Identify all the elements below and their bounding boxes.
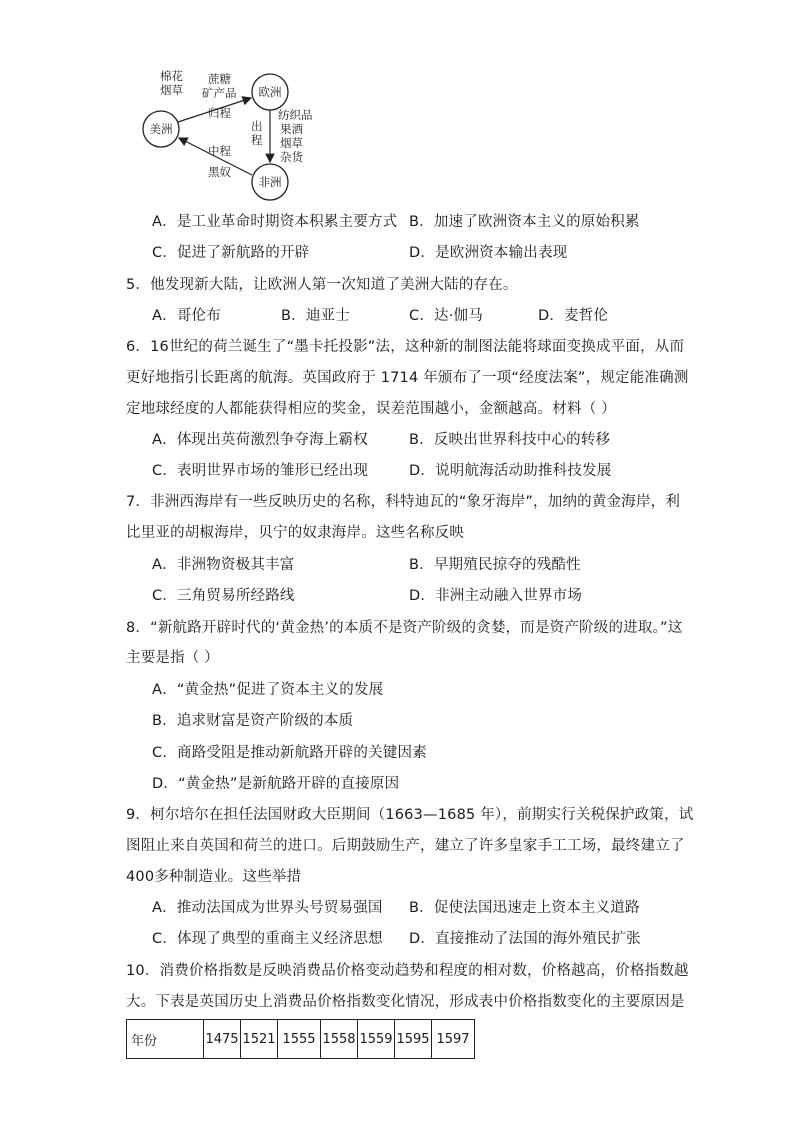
- q7-option-b[interactable]: B．早期殖民掠夺的残酷性: [409, 557, 581, 573]
- table-year-cell: 1597: [432, 1020, 475, 1059]
- q6-option-c[interactable]: C．表明世界市场的雏形已经出现: [152, 463, 369, 479]
- q9-option-d[interactable]: D．直接推动了法国的海外殖民扩张: [409, 931, 641, 947]
- q10-stem-line-1: 10．消费价格指数是反映消费品价格变动趋势和程度的相对数，价格越高，价格指数越: [126, 963, 689, 979]
- q6-option-a[interactable]: A．体现出英荷激烈争夺海上霸权: [152, 432, 368, 448]
- table-row: [127, 1020, 475, 1059]
- return-goods-1: 蔗糖: [208, 72, 231, 86]
- q9-option-c[interactable]: C．体现了典型的重商主义经济思想: [152, 931, 383, 947]
- table-year-cell: 1475: [204, 1020, 241, 1059]
- outward-goods-1: 纺织品: [278, 108, 313, 122]
- table-header-cell: 年份: [127, 1020, 204, 1059]
- q7-option-c[interactable]: C．三角贸易所经路线: [152, 588, 295, 604]
- q9-option-b[interactable]: B．促使法国迅速走上资本主义道路: [409, 900, 640, 916]
- q8-option-d[interactable]: D．“黄金热”是新航路开辟的直接原因: [152, 776, 400, 792]
- q5-option-b[interactable]: B．迪亚士: [281, 308, 350, 324]
- q4-option-a[interactable]: A．是工业革命时期资本积累主要方式: [152, 214, 398, 230]
- q5-option-c[interactable]: C．达·伽马: [409, 308, 483, 324]
- node-africa-label: 非洲: [258, 175, 282, 189]
- q7-stem-line-2: 比里亚的胡椒海岸，贝宁的奴隶海岸。这些名称反映: [126, 525, 465, 541]
- q8-option-b[interactable]: B．追求财富是资产阶级的本质: [152, 713, 354, 729]
- q10-stem-line-2: 大。下表是英国历史上消费品价格指数变化情况，形成表中价格指数变化的主要原因是: [126, 994, 685, 1010]
- table-year-cell: 1521: [241, 1020, 278, 1059]
- q8-stem-line-1: 8．“新航路开辟时代的‘黄金热’的本质不是资产阶级的贪婪，而是资产阶级的进取。”这: [126, 620, 683, 636]
- outward-goods-4: 杂货: [280, 150, 303, 164]
- america-goods-1: 棉花: [160, 69, 183, 83]
- return-route-label: 归程: [208, 106, 231, 120]
- america-goods-2: 烟草: [160, 83, 183, 97]
- q9-option-a[interactable]: A．推动法国成为世界头号贸易强国: [152, 900, 383, 916]
- outward-goods-3: 烟草: [280, 136, 303, 150]
- middle-route-label: 中程: [208, 144, 231, 158]
- q9-stem-line-2: 图阻止来自英国和荷兰的进口。后期鼓励生产，建立了许多皇家手工工场，最终建立了: [126, 838, 685, 854]
- q6-stem-line-3: 定地球经度的人都能获得相应的奖金，误差范围越小，金额越高。材料（ ）: [126, 401, 616, 417]
- q8-option-a[interactable]: A．“黄金热”促进了资本主义的发展: [152, 682, 384, 698]
- q9-stem-line-3: 400多种制造业。这些举措: [126, 869, 302, 885]
- node-america-label: 美洲: [149, 122, 173, 136]
- node-europe-label: 欧洲: [258, 85, 282, 99]
- outward-route-label-2: 程: [251, 133, 263, 147]
- return-goods-2: 矿产品: [202, 86, 237, 100]
- q8-stem-line-2: 主要是指（ ）: [126, 650, 220, 666]
- q6-option-b[interactable]: B．反映出世界科技中心的转移: [409, 432, 611, 448]
- q4-option-c[interactable]: C．促进了新航路的开辟: [152, 245, 310, 261]
- q6-stem-line-1: 6．16世纪的荷兰诞生了“墨卡托投影”法，这种新的制图法能将球面变换成平面，从而: [126, 339, 685, 355]
- triangle-trade-diagram: [128, 60, 328, 210]
- outward-goods-2: 果酒: [280, 122, 303, 136]
- q4-option-d[interactable]: D．是欧洲资本输出表现: [409, 245, 568, 261]
- q6-stem-line-2: 更好地指引长距离的航海。英国政府于 1714 年颁布了一项“经度法案”，规定能准确测: [126, 370, 689, 386]
- q7-option-d[interactable]: D．非洲主动融入世界市场: [409, 588, 583, 604]
- table-year-cell: 1558: [321, 1020, 358, 1059]
- q8-option-c[interactable]: C．商路受阻是推动新航路开辟的关键因素: [152, 745, 427, 761]
- q7-option-a[interactable]: A．非洲物资极其丰富: [152, 557, 295, 573]
- q5-stem: 5．他发现新大陆，让欧洲人第一次知道了美洲大陆的存在。: [126, 277, 518, 293]
- middle-goods-label: 黑奴: [208, 165, 231, 179]
- q5-option-d[interactable]: D．麦哲伦: [538, 308, 609, 324]
- table-year-cell: 1595: [395, 1020, 432, 1059]
- table-year-cell: 1555: [278, 1020, 321, 1059]
- outward-route-label-1: 出: [251, 119, 263, 133]
- price-index-table: [126, 1019, 475, 1059]
- table-year-cell: 1559: [358, 1020, 395, 1059]
- q5-option-a[interactable]: A．哥伦布: [152, 308, 221, 324]
- q6-option-d[interactable]: D．说明航海活动助推科技发展: [409, 463, 612, 479]
- q4-option-b[interactable]: B．加速了欧洲资本主义的原始积累: [409, 214, 640, 230]
- q9-stem-line-1: 9．柯尔培尔在担任法国财政大臣期间（1663—1685 年），前期实行关税保护政策，试: [126, 807, 694, 823]
- q7-stem-line-1: 7．非洲西海岸有一些反映历史的名称，科特迪瓦的“象牙海岸”，加纳的黄金海岸，利: [126, 494, 681, 510]
